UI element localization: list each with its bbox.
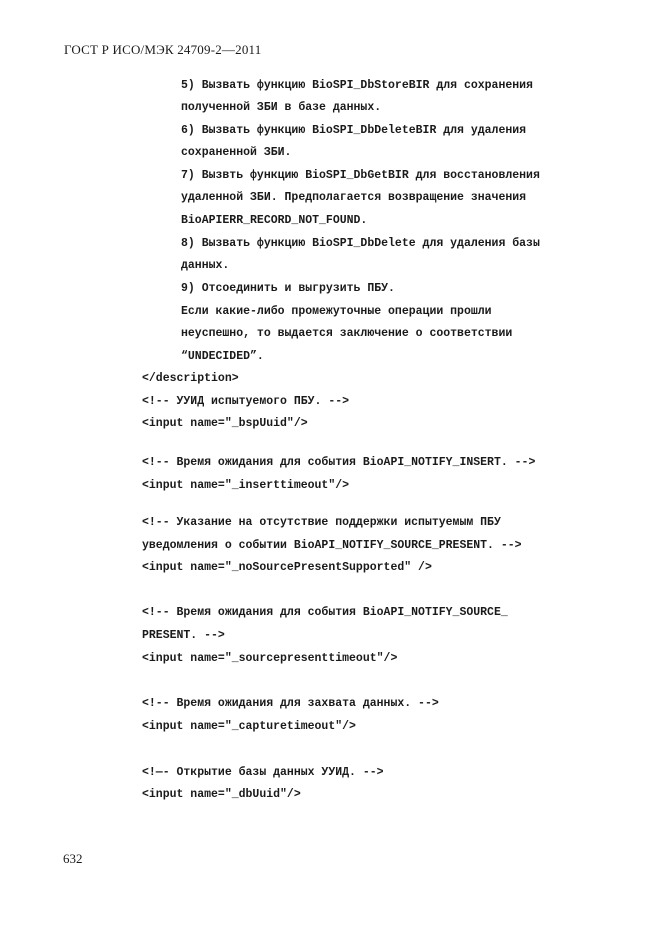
code-comment: <!-- Указание на отсутствие поддержки испытуемым ПБУ [142,516,501,529]
code-line: </description> [142,372,239,385]
code-comment: <!-- Время ожидания для события BioAPI_NOTIFY_INSERT. --> [142,456,536,469]
step-line: неуспешно, то выдается заключение о соответствии [181,327,513,340]
code-input: <input name="_inserttimeout"/> [142,479,350,492]
step-line: сохраненной ЗБИ. [181,146,292,159]
step-line: BioAPIERR_RECORD_NOT_FOUND. [181,214,368,227]
code-input: <input name="_noSourcePresentSupported" /> [142,561,432,574]
code-comment: <!—- Открытие базы данных УУИД. --> [142,766,384,779]
step-line: 6) Вызвать функцию BioSPI_DbDeleteBIR для удаления [181,124,527,137]
step-line: данных. [181,259,230,272]
code-comment: <!-- УУИД испытуемого ПБУ. --> [142,395,350,408]
code-input: <input name="_sourcepresenttimeout"/> [142,652,398,665]
step-line: 9) Отсоединить и выгрузить ПБУ. [181,282,395,295]
step-line: Если какие-либо промежуточные операции прошли [181,305,492,318]
page-number: 632 [63,851,83,866]
code-comment: уведомления о событии BioAPI_NOTIFY_SOURCE_PRESENT. --> [142,539,522,552]
step-line: 5) Вызвать функцию BioSPI_DbStoreBIR для сохранения [181,79,533,92]
code-comment: <!-- Время ожидания для захвата данных. --> [142,697,439,710]
step-line: удаленной ЗБИ. Предполагается возвращение значения [181,191,527,204]
code-comment: <!-- Время ожидания для события BioAPI_NOTIFY_SOURCE_ [142,606,508,619]
step-line: 7) Вызвть функцию BioSPI_DbGetBIR для восстановления [181,169,540,182]
document-header: ГОСТ Р ИСО/МЭК 24709-2—2011 [64,42,262,57]
step-line: “UNDECIDED”. [181,350,264,363]
step-line: полученной ЗБИ в базе данных. [181,101,382,114]
code-comment: PRESENT. --> [142,629,225,642]
code-input: <input name="_dbUuid"/> [142,788,301,801]
step-line: 8) Вызвать функцию BioSPI_DbDelete для удаления базы [181,237,540,250]
code-input: <input name="_bspUuid"/> [142,417,308,430]
code-input: <input name="_capturetimeout"/> [142,720,356,733]
